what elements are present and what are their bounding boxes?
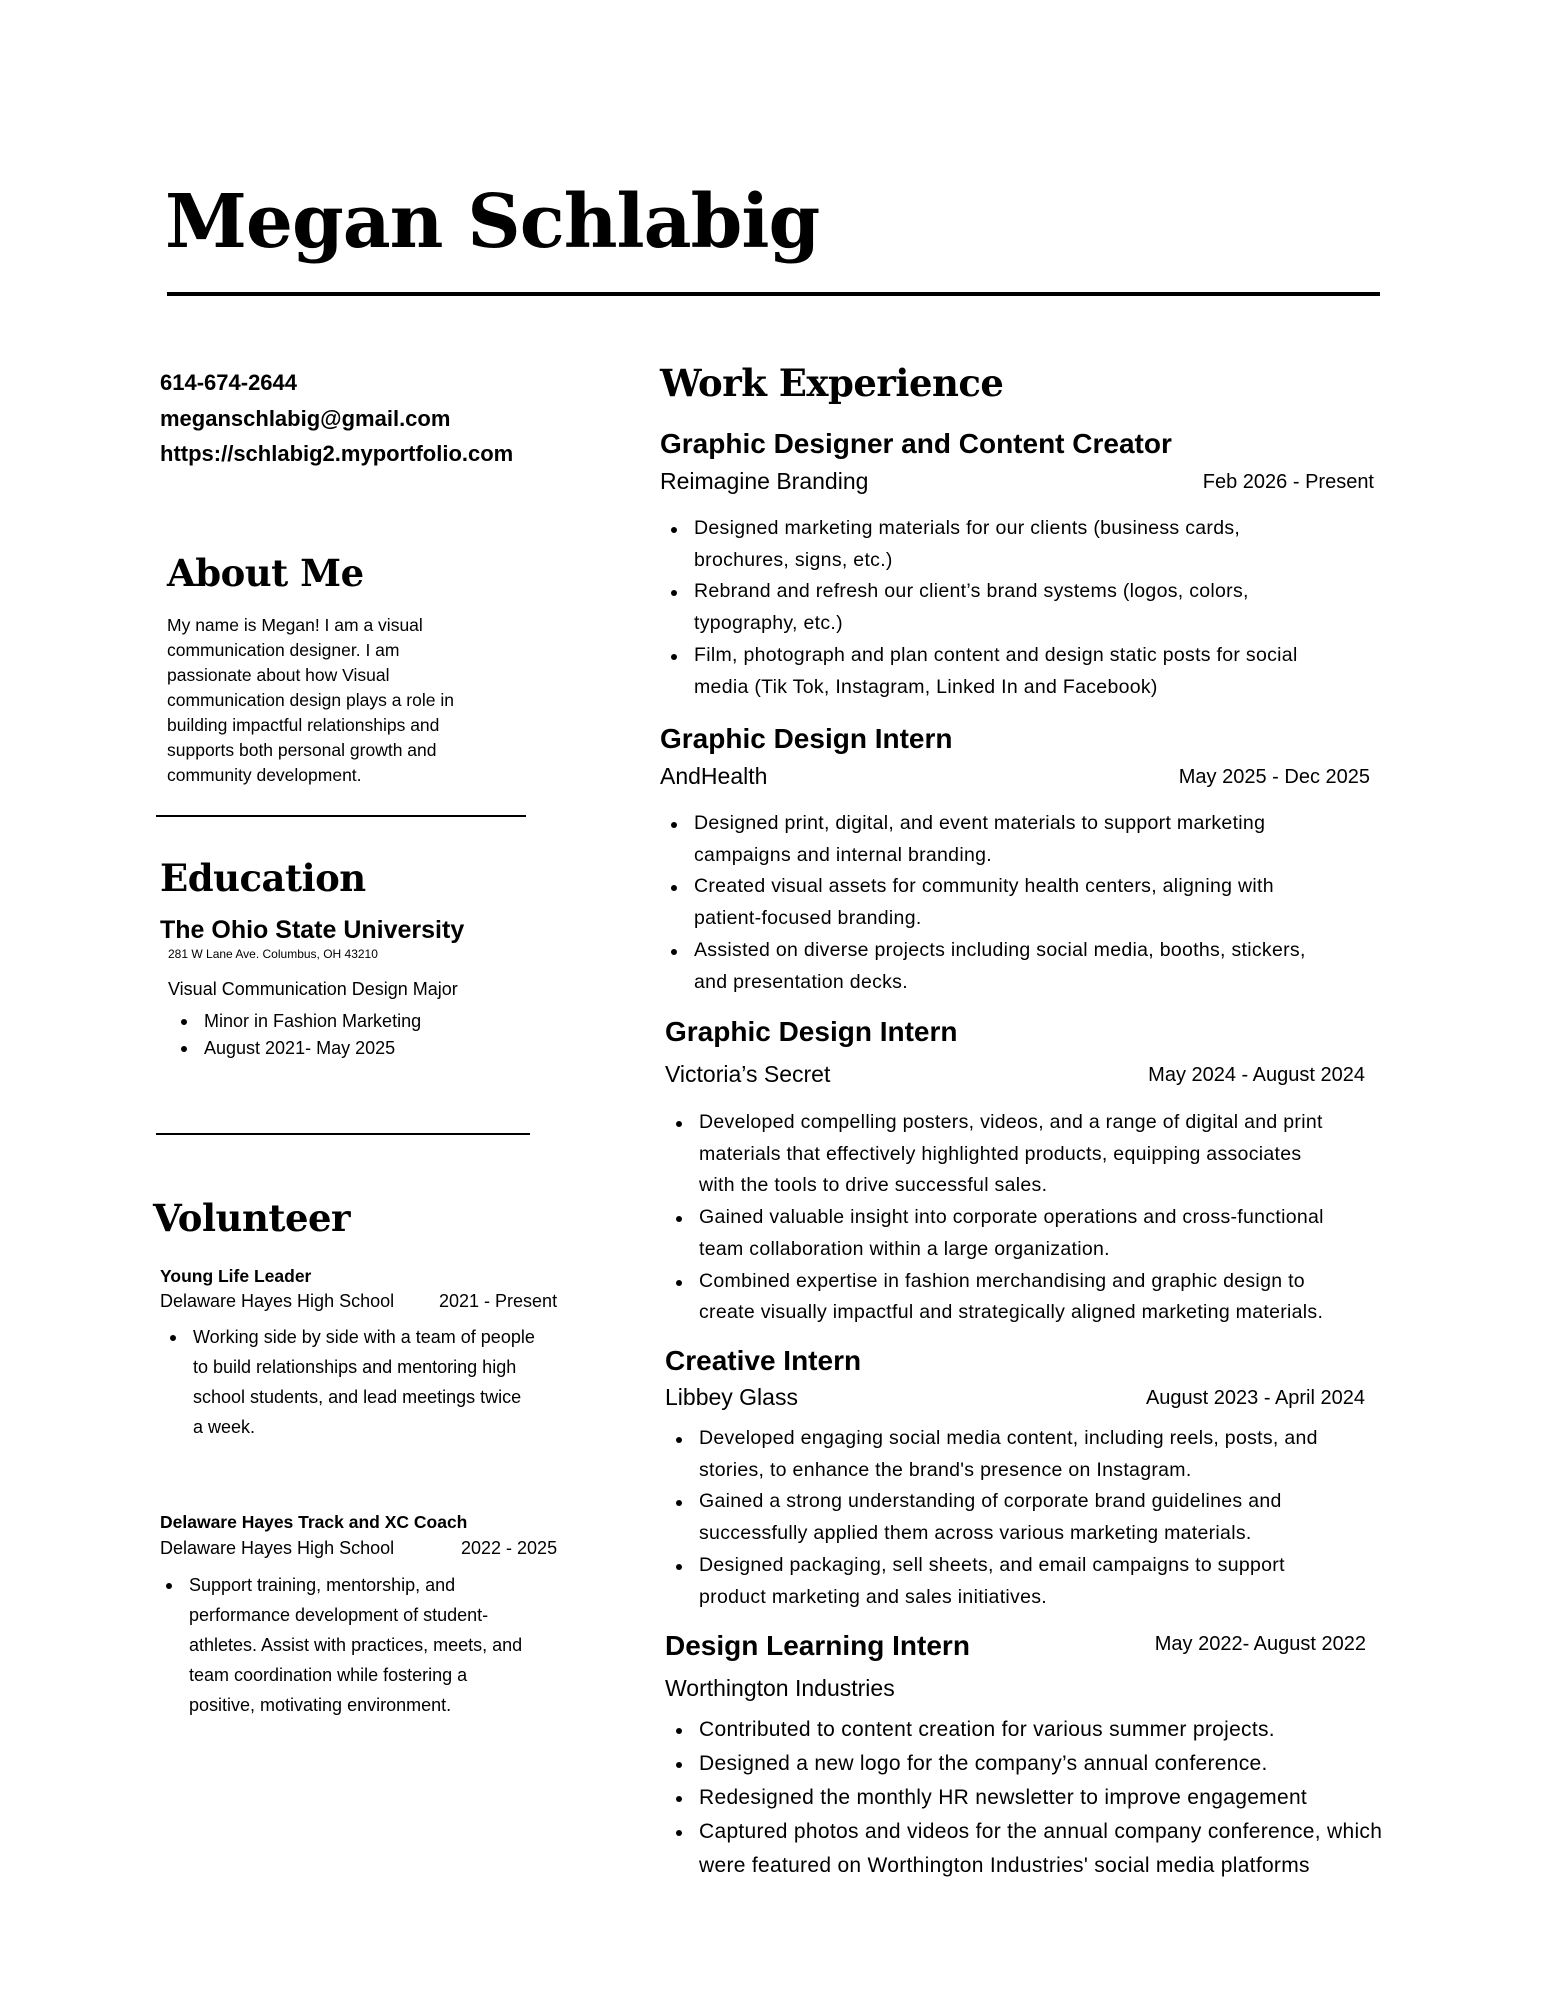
about-line: community development. <box>167 765 362 785</box>
job-dates: Feb 2026 - Present <box>1202 471 1374 493</box>
list-item <box>660 871 1420 934</box>
job-title: Design Learning Intern <box>665 1630 970 1661</box>
about-line: passionate about how Visual <box>167 665 390 685</box>
list-item <box>665 1747 1465 1781</box>
volunteer-bullets <box>159 1570 522 1720</box>
about-line: supports both personal growth and <box>167 740 437 760</box>
bullet-line: school students, and lead meetings twice <box>193 1387 522 1407</box>
bullet-line: team coordination while fostering a <box>189 1665 468 1685</box>
bullet-line: campaigns and internal branding. <box>694 843 992 866</box>
bullet-line: Designed a new logo for the company’s annual conference. <box>699 1752 1268 1775</box>
list-item <box>660 513 1420 576</box>
bullet-line: team collaboration within a large organization. <box>699 1237 1110 1260</box>
bullet-line: Redesigned the monthly HR newsletter to improve engagement <box>699 1786 1308 1809</box>
list-item <box>660 576 1420 639</box>
list-item <box>665 1550 1425 1613</box>
list-item: August 2021- May 2025 <box>168 1035 421 1062</box>
contact-phone: 614-674-2644 <box>160 370 298 395</box>
job-title: Graphic Design Intern <box>665 1016 958 1047</box>
list-item <box>665 1202 1425 1265</box>
about-line: communication designer. I am <box>167 640 400 660</box>
list-item <box>159 1570 522 1720</box>
bullet-line: and presentation decks. <box>694 970 908 993</box>
job-dates: May 2022- August 2022 <box>1154 1633 1366 1655</box>
bullet-line: Captured photos and videos for the annual company conference, which <box>699 1820 1383 1843</box>
bullet-line: Gained a strong understanding of corporate brand guidelines and <box>699 1490 1282 1513</box>
list-item <box>660 808 1420 871</box>
bullet-line: Created visual assets for community health centers, aligning with <box>694 875 1274 898</box>
bullet-line: to build relationships and mentoring high <box>193 1357 517 1377</box>
education-school: The Ohio State University <box>160 916 465 944</box>
section-divider <box>156 815 526 817</box>
job-company: Victoria’s Secret <box>665 1061 831 1087</box>
volunteer-bullets <box>163 1322 535 1442</box>
bullet-line: create visually impactful and strategically aligned marketing materials. <box>699 1301 1324 1324</box>
list-item: Minor in Fashion Marketing <box>168 1008 421 1035</box>
list-item <box>665 1486 1425 1549</box>
bullet-line: Designed print, digital, and event materials to support marketing <box>694 812 1266 834</box>
header-rule <box>167 292 1380 296</box>
job-bullets <box>665 1423 1425 1613</box>
bullet-line: typography, etc.) <box>694 612 843 635</box>
bullet-line: were featured on Worthington Industries' social media platforms <box>699 1854 1310 1877</box>
about-line: My name is Megan! I am a visual <box>167 615 423 635</box>
list-item <box>660 935 1420 998</box>
bullet-line: Combined expertise in fashion merchandising and graphic design to <box>699 1269 1305 1292</box>
education-heading: Education <box>160 856 366 900</box>
bullet-line: stories, to enhance the brand's presence on Instagram. <box>699 1458 1192 1481</box>
resume-name: Megan Schlabig <box>165 179 820 265</box>
bullet-line: Film, photograph and plan content and design static posts for social <box>694 643 1298 666</box>
education-list <box>168 1008 421 1062</box>
list-item <box>665 1107 1425 1202</box>
contact-website[interactable]: https://schlabig2.myportfolio.com <box>160 441 514 466</box>
bullet-line: Contributed to content creation for various summer projects. <box>699 1718 1275 1741</box>
job-title: Creative Intern <box>665 1345 862 1376</box>
bullet-line: materials that effectively highlighted products, equipping associates <box>699 1142 1302 1165</box>
education-major: Visual Communication Design Major <box>168 979 458 999</box>
bullet-line: patient-focused branding. <box>694 907 922 930</box>
list-item <box>665 1423 1425 1486</box>
list-item <box>665 1713 1465 1747</box>
work-heading: Work Experience <box>660 361 1004 405</box>
job-company: Worthington Industries <box>665 1675 895 1701</box>
volunteer-dates: 2022 - 2025 <box>461 1538 558 1558</box>
job-dates: August 2023 - April 2024 <box>1145 1387 1365 1409</box>
contact-email[interactable]: meganschlabig@gmail.com <box>160 406 451 431</box>
about-line: building impactful relationships and <box>167 715 440 735</box>
section-divider <box>156 1133 530 1135</box>
bullet-line: product marketing and sales initiatives. <box>699 1585 1048 1608</box>
volunteer-org: Delaware Hayes High School <box>160 1538 395 1558</box>
bullet-line: media (Tik Tok, Instagram, Linked In and Facebook) <box>694 675 1158 698</box>
volunteer-org: Delaware Hayes High School <box>160 1291 395 1311</box>
bullet-line: performance development of student- <box>189 1605 489 1625</box>
job-title: Graphic Design Intern <box>660 723 953 754</box>
job-dates: May 2025 - Dec 2025 <box>1178 766 1370 788</box>
job-title: Graphic Designer and Content Creator <box>660 428 1172 459</box>
list-item <box>660 640 1420 703</box>
volunteer-title: Delaware Hayes Track and XC Coach <box>160 1512 468 1532</box>
job-bullets <box>665 1713 1465 1883</box>
education-address: 281 W Lane Ave. Columbus, OH 43210 <box>168 947 378 961</box>
volunteer-dates: 2021 - Present <box>439 1291 558 1311</box>
bullet-line: a week. <box>193 1417 256 1437</box>
job-company: Libbey Glass <box>665 1384 798 1410</box>
volunteer-title: Young Life Leader <box>160 1266 312 1286</box>
bullet-line: successfully applied them across various marketing materials. <box>699 1522 1252 1545</box>
list-item <box>665 1781 1465 1815</box>
job-bullets <box>665 1107 1425 1329</box>
volunteer-heading: Volunteer <box>153 1196 351 1240</box>
bullet-line: Working side by side with a team of people <box>193 1327 535 1347</box>
about-line: communication design plays a role in <box>167 690 454 710</box>
bullet-line: Gained valuable insight into corporate operations and cross-functional <box>699 1206 1324 1229</box>
bullet-line: Developed compelling posters, videos, and a range of digital and print <box>699 1111 1323 1133</box>
bullet-line: Support training, mentorship, and <box>189 1575 456 1595</box>
about-heading: About Me <box>167 551 364 595</box>
about-text <box>167 613 454 788</box>
list-item <box>665 1266 1425 1329</box>
job-company: Reimagine Branding <box>660 468 869 494</box>
bullet-line: athletes. Assist with practices, meets, and <box>189 1635 523 1655</box>
bullet-line: with the tools to drive successful sales. <box>699 1174 1048 1197</box>
list-item <box>163 1322 535 1442</box>
job-bullets <box>660 513 1420 703</box>
job-bullets <box>660 808 1420 998</box>
bullet-line: positive, motivating environment. <box>189 1695 452 1715</box>
job-company: AndHealth <box>660 763 768 789</box>
bullet-line: Designed packaging, sell sheets, and email campaigns to support <box>699 1553 1285 1576</box>
bullet-line: Rebrand and refresh our client’s brand systems (logos, colors, <box>694 580 1249 603</box>
job-dates: May 2024 - August 2024 <box>1148 1064 1365 1086</box>
bullet-line: Designed marketing materials for our clients (business cards, <box>694 517 1241 539</box>
bullet-line: Assisted on diverse projects including social media, booths, stickers, <box>694 938 1306 961</box>
list-item <box>665 1815 1465 1883</box>
bullet-line: Developed engaging social media content, including reels, posts, and <box>699 1427 1318 1449</box>
bullet-line: brochures, signs, etc.) <box>694 548 893 571</box>
